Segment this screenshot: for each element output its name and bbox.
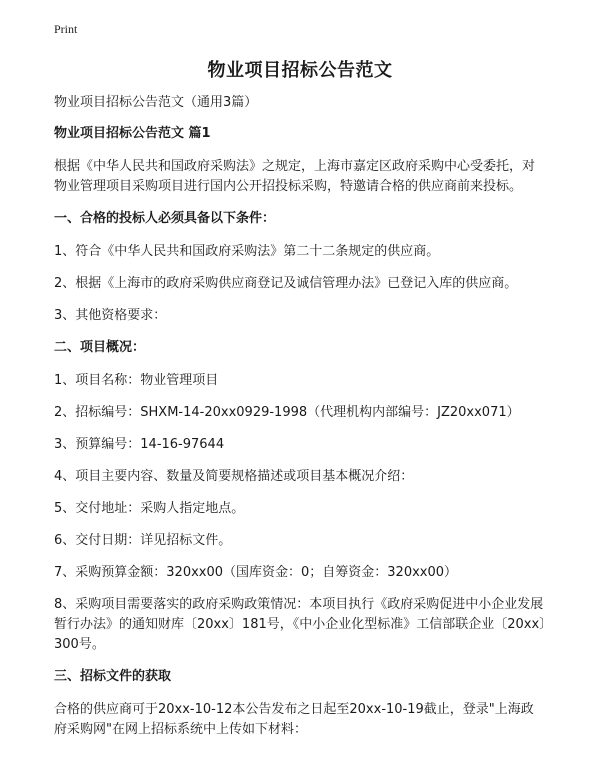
overview-item: 3、预算编号：14-16-97644 xyxy=(54,437,225,452)
qualification-item: 2、根据《上海市的政府采购供应商登记及诚信管理办法》已登记入库的供应商。 xyxy=(54,276,518,291)
document-title: 物业项目招标公告范文 xyxy=(207,60,393,81)
qualification-item: 1、符合《中华人民共和国政府采购法》第二十二条规定的供应商。 xyxy=(54,244,440,259)
section-heading-documents: 三、招标文件的获取 xyxy=(54,669,172,684)
document-subtitle: 物业项目招标公告范文（通用3篇） xyxy=(54,95,258,110)
section-heading-overview: 二、项目概况： xyxy=(54,340,146,355)
overview-item: 5、交付地址：采购人指定地点。 xyxy=(54,501,245,516)
piece-heading: 物业项目招标公告范文 篇1 xyxy=(54,126,211,141)
overview-item: 2、招标编号：SHXM-14-20xx0929-1998（代理机构内部编号：JZ20xx071） xyxy=(54,405,520,420)
document-body xyxy=(54,93,546,752)
documents-paragraph: 合格的供应商可于20xx-10-12本公告发布之日起至20xx-10-19截止，登录"上海政府采购网"在网上招标系统中上传如下材料： xyxy=(54,702,534,737)
overview-item: 4、项目主要内容、数量及简要规格描述或项目基本概况介绍： xyxy=(54,469,414,484)
intro-paragraph: 根据《中华人民共和国政府采购法》之规定，上海市嘉定区政府采购中心受委托，对物业管理项目采购项目进行国内公开招投标采购，特邀请合格的供应商前来投标。 xyxy=(54,159,536,194)
overview-item: 1、项目名称：物业管理项目 xyxy=(54,373,219,388)
print-link[interactable]: Print xyxy=(54,22,78,36)
overview-item: 7、采购预算金额：320xx00（国库资金：0；自筹资金：320xx00） xyxy=(54,565,458,580)
overview-item: 8、采购项目需要落实的政府采购政策情况：本项目执行《政府采购促进中小企业发展暂行办法》的通知财库〔20xx〕181号，《中小企业化型标准》工信部联企业〔20xx〕300号。 xyxy=(54,597,546,652)
section-heading-qualifications: 一、合格的投标人必须具备以下条件： xyxy=(54,211,276,226)
overview-item: 6、交付日期：详见招标文件。 xyxy=(54,533,232,548)
qualification-item: 3、其他资格要求： xyxy=(54,308,167,323)
